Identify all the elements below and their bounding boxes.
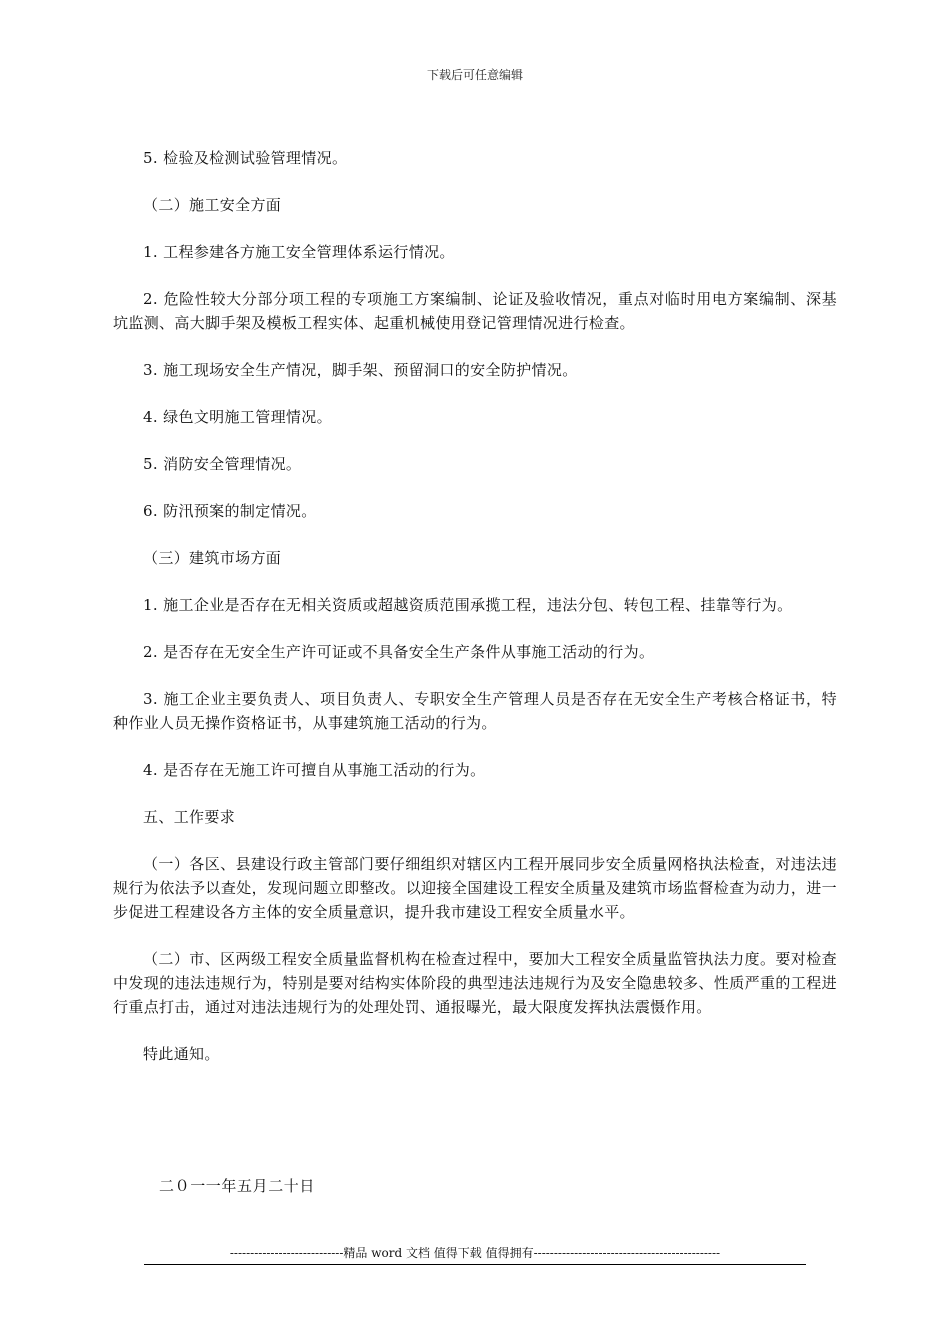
paragraph: 2. 危险性较大分部分项工程的专项施工方案编制、论证及验收情况，重点对临时用电方案编制、深基坑监测、高大脚手架及模板工程实体、起重机械使用登记管理情况进行检查。 — [113, 290, 837, 332]
paragraph: （一）各区、县建设行政主管部门要仔细组织对辖区内工程开展同步安全质量网格执法检查，对违法违规行为依法予以查处，发现问题立即整改。以迎接全国建设工程安全质量及建筑市场监督检查为动力，进一步促进工程建设各方主体的安全质量意识，提升我市建设工程安全质量水平。 — [113, 855, 837, 921]
page-footer: ----------------------------精品 word 文档 值得下载 值得拥有---------------------------------------------- — [144, 1244, 806, 1265]
paragraph: 2. 是否存在无安全生产许可证或不具备安全生产条件从事施工活动的行为。 — [143, 643, 655, 661]
paragraph: 5. 消防安全管理情况。 — [143, 455, 302, 473]
paragraph: 1. 工程参建各方施工安全管理体系运行情况。 — [143, 243, 455, 261]
section-heading: （三）建筑市场方面 — [143, 549, 282, 567]
paragraph: 3. 施工现场安全生产情况，脚手架、预留洞口的安全防护情况。 — [143, 361, 578, 379]
paragraph: 1. 施工企业是否存在无相关资质或超越资质范围承揽工程，违法分包、转包工程、挂靠等行为。 — [143, 596, 793, 614]
document-body — [113, 146, 837, 1089]
paragraph: 4. 是否存在无施工许可擅自从事施工活动的行为。 — [143, 761, 486, 779]
document-date: 二０一一年五月二十日 — [159, 1177, 316, 1195]
paragraph: 4. 绿色文明施工管理情况。 — [143, 408, 332, 426]
paragraph: 3. 施工企业主要负责人、项目负责人、专职安全生产管理人员是否存在无安全生产考核合格证书，特种作业人员无操作资格证书，从事建筑施工活动的行为。 — [113, 690, 837, 732]
paragraph: （二）市、区两级工程安全质量监督机构在检查过程中，要加大工程安全质量监管执法力度。要对检查中发现的违法违规行为，特别是要对结构实体阶段的典型违法违规行为及安全隐患较多、性质严重的工程进行重点打击，通过对违法违规行为的处理处罚、通报曝光，最大限度发挥执法震慑作用。 — [113, 950, 837, 1016]
section-heading: 五、工作要求 — [143, 808, 236, 826]
closing-line: 特此通知。 — [143, 1045, 220, 1063]
paragraph: 6. 防汛预案的制定情况。 — [143, 502, 317, 520]
section-heading: （二）施工安全方面 — [143, 196, 282, 214]
page-header: 下载后可任意编辑 — [426, 68, 523, 82]
paragraph: 5. 检验及检测试验管理情况。 — [143, 149, 348, 167]
